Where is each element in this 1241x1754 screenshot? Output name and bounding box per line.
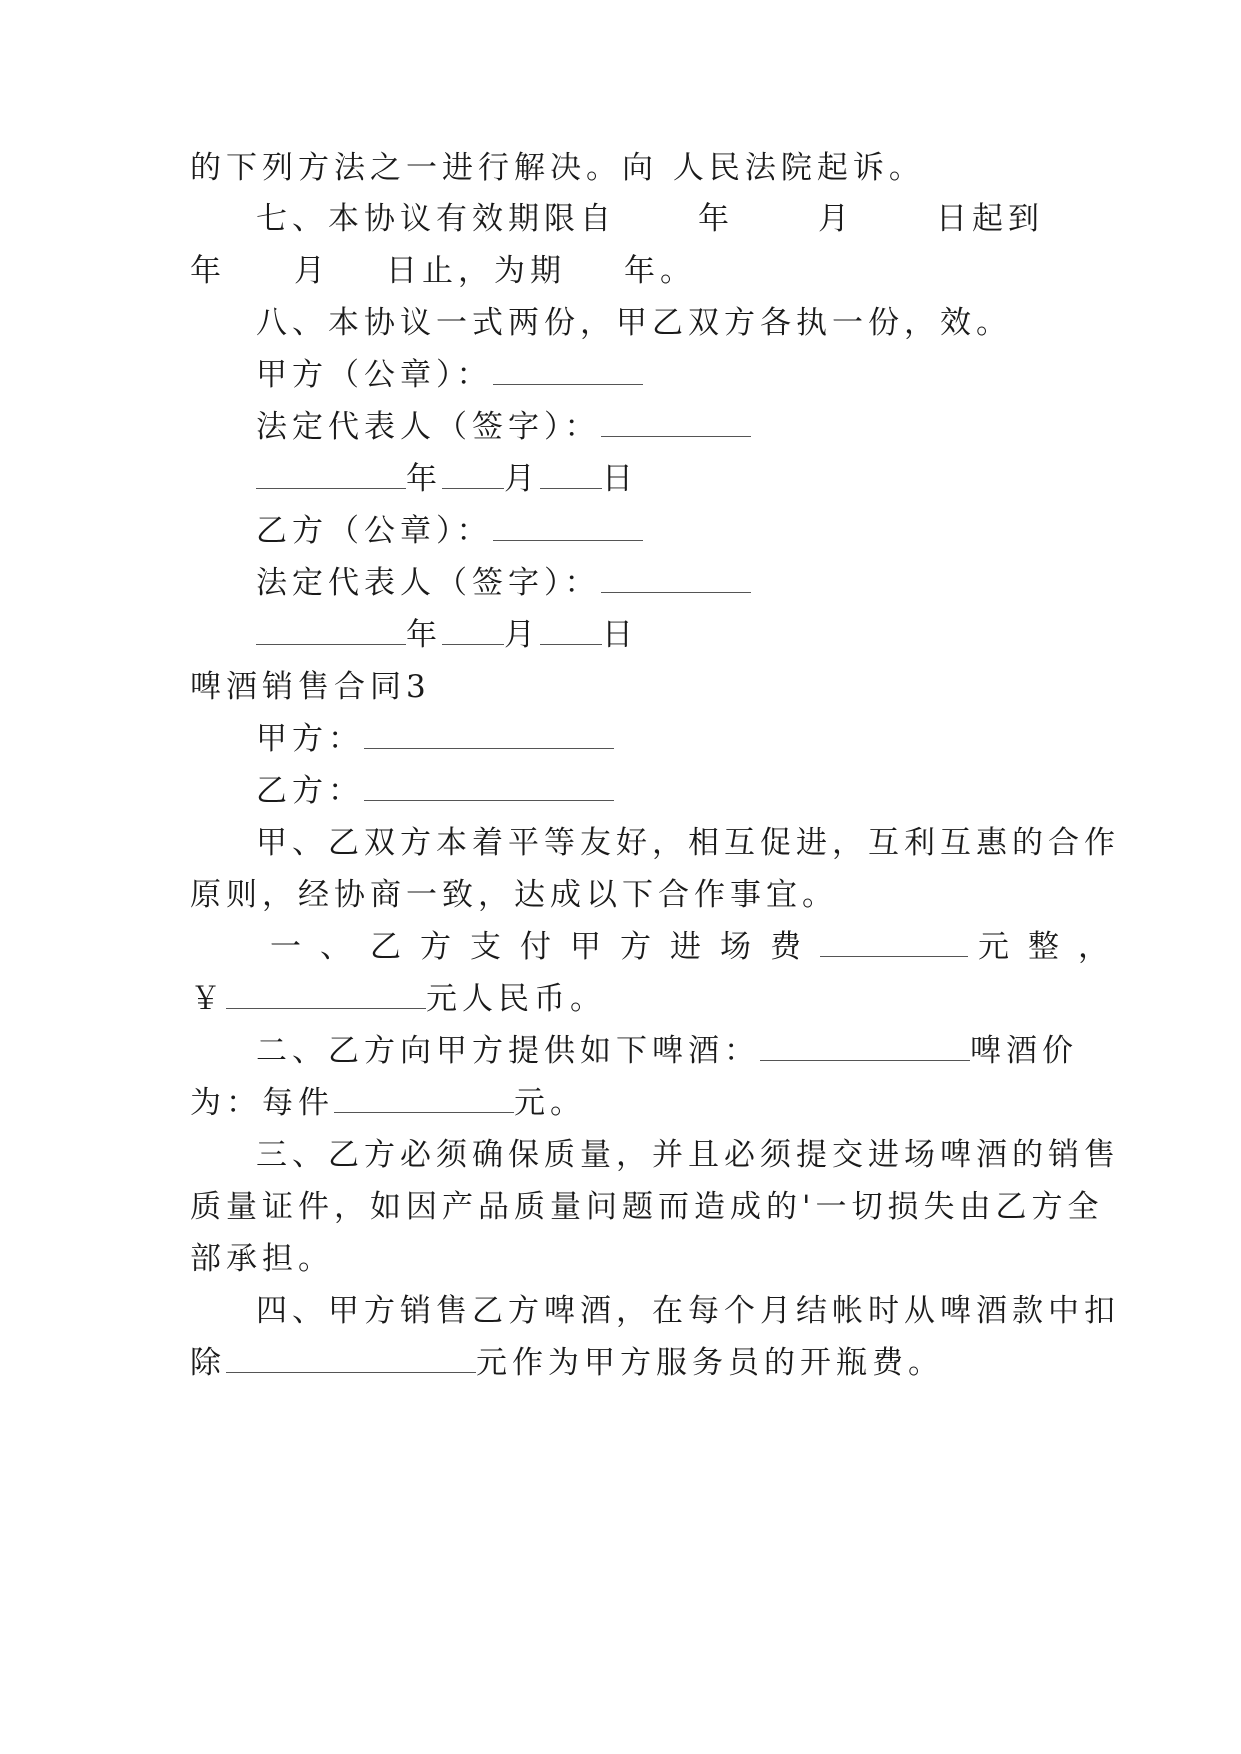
text-line bbox=[256, 407, 1050, 447]
legal-rep-label: 法定代表人（签字）： bbox=[256, 409, 601, 445]
fill-blank bbox=[364, 720, 614, 749]
text-line bbox=[190, 1187, 1104, 1227]
paragraph-text: 原则，经协商一致，达成以下合作事宜。 bbox=[190, 877, 838, 913]
fill-blank bbox=[256, 460, 406, 489]
party-a-label: 甲方： bbox=[256, 721, 364, 757]
paragraph-text: 七、本协议有效期限自 bbox=[256, 201, 616, 237]
paragraph-text: 质量证件，如因产品质量问题而造成的'一切损失由乙方全 bbox=[190, 1189, 1104, 1225]
paragraph-text: 月 bbox=[294, 253, 330, 289]
paragraph-text: 月 bbox=[504, 617, 540, 653]
party-b-label: 乙方： bbox=[256, 773, 364, 809]
fill-blank bbox=[540, 460, 602, 489]
fill-blank bbox=[226, 1344, 476, 1373]
text-line bbox=[256, 823, 1120, 863]
paragraph-text: 月 bbox=[504, 461, 540, 497]
fill-blank bbox=[334, 1084, 514, 1113]
paragraph-text: 为：每件 bbox=[190, 1085, 334, 1121]
fill-blank bbox=[540, 616, 602, 645]
paragraph-text: 日止，为期 bbox=[386, 253, 566, 289]
text-line bbox=[256, 199, 1050, 239]
paragraph-text: 四、甲方销售乙方啤酒，在每个月结帐时从啤酒款中扣 bbox=[256, 1293, 1120, 1329]
paragraph-text: 的下列方法之一进行解决。向 人民法院起诉。 bbox=[190, 150, 925, 186]
paragraph-text: 除 bbox=[190, 1345, 226, 1381]
text-line bbox=[190, 979, 1050, 1019]
fill-blank bbox=[601, 408, 751, 437]
contract-title: 啤酒销售合同3 bbox=[190, 669, 431, 705]
text-line bbox=[256, 459, 1050, 499]
paragraph-text: 年 bbox=[406, 617, 442, 653]
fill-blank bbox=[442, 616, 504, 645]
text-line bbox=[270, 927, 1128, 967]
text-line bbox=[190, 875, 1050, 915]
paragraph-text: 一、乙方支付甲方进场费 bbox=[270, 929, 820, 965]
text-line bbox=[256, 511, 1050, 551]
fill-blank bbox=[364, 772, 614, 801]
paragraph-text: 年 bbox=[698, 201, 734, 237]
text-line bbox=[256, 719, 1050, 759]
paragraph-text: 元整， bbox=[978, 929, 1128, 965]
fill-blank bbox=[820, 928, 968, 957]
fill-blank bbox=[256, 616, 406, 645]
paragraph-text: 元。 bbox=[514, 1085, 586, 1121]
text-line bbox=[190, 1083, 1050, 1123]
fill-blank bbox=[760, 1032, 970, 1061]
paragraph-text: 甲、乙双方本着平等友好，相互促进，互利互惠的合作 bbox=[256, 825, 1120, 861]
text-line bbox=[256, 1135, 1120, 1175]
paragraph-text: 八、本协议一式两份，甲乙双方各执一份，效。 bbox=[256, 305, 1012, 341]
paragraph-text: 三、乙方必须确保质量，并且必须提交进场啤酒的销售 bbox=[256, 1137, 1120, 1173]
paragraph-text: 年 bbox=[406, 461, 442, 497]
text-line bbox=[190, 1239, 1050, 1279]
paragraph-text: 日 bbox=[602, 461, 638, 497]
paragraph-text: 二、乙方向甲方提供如下啤酒： bbox=[256, 1033, 760, 1069]
text-line bbox=[190, 148, 1050, 188]
text-line bbox=[190, 251, 1050, 291]
paragraph-text: 年。 bbox=[624, 253, 696, 289]
paragraph-text: 日 bbox=[602, 617, 638, 653]
paragraph-text: 年 bbox=[190, 253, 226, 289]
fill-blank bbox=[493, 356, 643, 385]
text-line bbox=[256, 771, 1050, 811]
paragraph-text: 部承担。 bbox=[190, 1241, 334, 1277]
text-line bbox=[256, 355, 1050, 395]
fill-blank bbox=[226, 980, 426, 1009]
text-line bbox=[256, 303, 1050, 343]
section-heading bbox=[190, 667, 1050, 707]
legal-rep-label: 法定代表人（签字）： bbox=[256, 565, 601, 601]
fill-blank bbox=[601, 564, 751, 593]
paragraph-text: 元人民币。 bbox=[426, 981, 606, 1017]
text-line bbox=[190, 1343, 1050, 1383]
paragraph-text: 啤酒价 bbox=[970, 1033, 1078, 1069]
fill-blank bbox=[442, 460, 504, 489]
paragraph-text: 元作为甲方服务员的开瓶费。 bbox=[476, 1345, 944, 1381]
party-a-seal-label: 甲方（公章）： bbox=[256, 357, 493, 393]
paragraph-text: 日起到 bbox=[936, 201, 1044, 237]
text-line bbox=[256, 615, 1050, 655]
text-line bbox=[256, 1031, 1078, 1071]
party-b-seal-label: 乙方（公章）： bbox=[256, 513, 493, 549]
paragraph-text: 月 bbox=[818, 201, 854, 237]
currency-symbol: ￥ bbox=[190, 981, 226, 1017]
text-line bbox=[256, 1291, 1120, 1331]
fill-blank bbox=[493, 512, 643, 541]
text-line bbox=[256, 563, 1050, 603]
